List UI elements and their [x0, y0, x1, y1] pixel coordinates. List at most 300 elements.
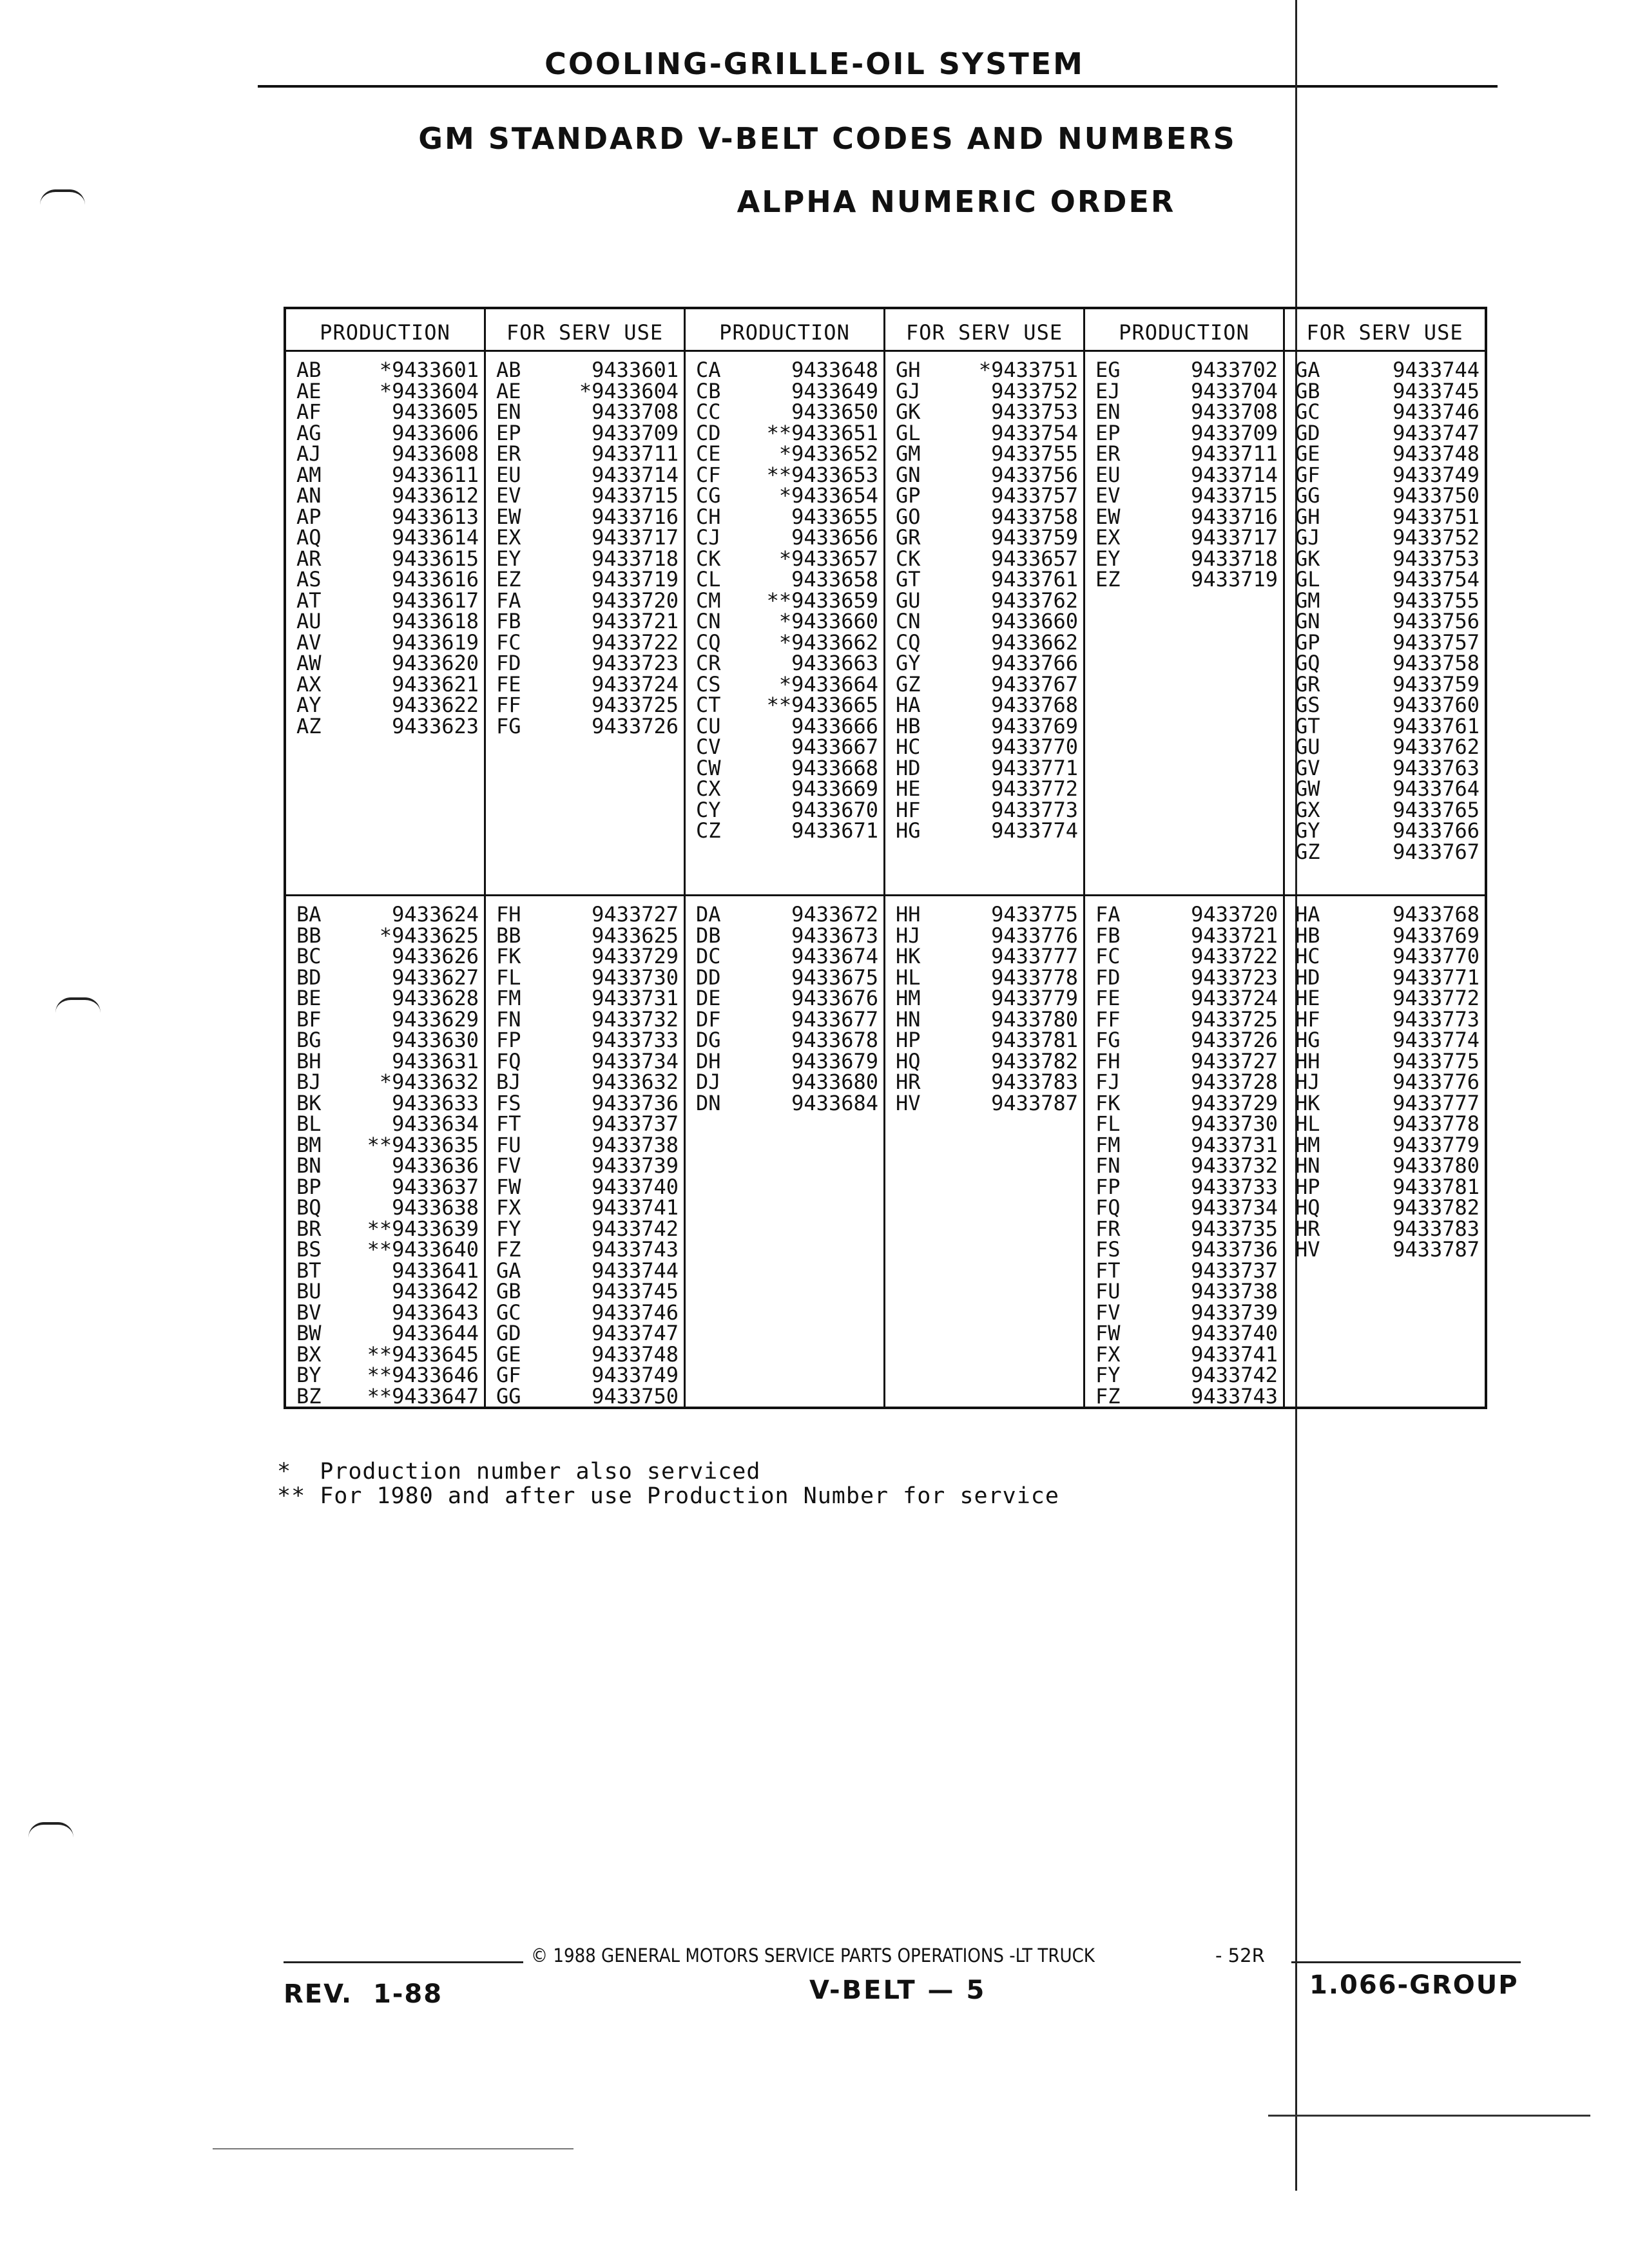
code-entry	[296, 590, 479, 611]
part-number: 9433726	[1191, 1028, 1278, 1052]
belt-code: GF	[496, 1363, 521, 1387]
belt-code: HD	[1295, 965, 1320, 990]
part-number: 9433668	[791, 755, 878, 780]
code-entry	[496, 1218, 679, 1240]
belt-code: GU	[896, 588, 921, 613]
part-number: 9433752	[1393, 525, 1480, 550]
belt-code: HB	[1295, 923, 1320, 948]
part-number: 9433667	[791, 735, 878, 759]
code-entry	[1295, 1155, 1480, 1177]
part-number: 9433734	[592, 1048, 679, 1073]
belt-code: FL	[496, 965, 521, 990]
part-number: 9433722	[592, 629, 679, 655]
code-entry	[896, 360, 1078, 381]
belt-code: FA	[496, 588, 521, 613]
code-entry	[896, 713, 1078, 738]
part-number: 9433718	[592, 546, 679, 571]
code-entry	[296, 904, 479, 925]
code-entry	[1095, 1048, 1278, 1073]
part-number: 9433729	[1191, 1090, 1278, 1115]
part-number: 9433754	[991, 420, 1078, 445]
code-entry	[1295, 653, 1480, 674]
footer-copyright: © 1988 GENERAL MOTORS SERVICE PARTS OPERATIONS -LT TRUCK	[531, 1945, 1095, 1966]
code-entry	[296, 378, 479, 403]
part-number: 9433624	[392, 902, 479, 927]
belt-code: BL	[296, 1111, 322, 1136]
code-entry	[1295, 1174, 1480, 1199]
part-number: 9433670	[791, 797, 878, 822]
code-entry	[296, 713, 479, 738]
footer-group: 1.066-GROUP	[1309, 1970, 1519, 2000]
code-entry	[1295, 671, 1480, 697]
code-entry	[296, 485, 479, 506]
belt-code: DA	[696, 902, 721, 927]
part-number: 9433679	[791, 1048, 878, 1073]
belt-code: GH	[896, 358, 921, 382]
belt-code: GE	[496, 1341, 521, 1367]
code-entry	[496, 1260, 679, 1282]
code-entry	[696, 527, 878, 548]
belt-code: BW	[296, 1321, 322, 1345]
code-entry	[696, 904, 878, 925]
belt-code: EU	[1095, 462, 1121, 487]
belt-code: HA	[896, 693, 921, 717]
code-entry	[1295, 443, 1480, 465]
vbelt-table	[284, 307, 1487, 1409]
belt-code: FM	[1095, 1132, 1121, 1157]
code-entry	[496, 1030, 679, 1051]
belt-code: AG	[296, 420, 322, 445]
belt-code: CW	[696, 755, 721, 780]
code-entry	[296, 1365, 479, 1386]
code-entry	[696, 485, 878, 506]
belt-code: GW	[1295, 776, 1320, 801]
part-number: 9433601	[592, 358, 679, 382]
code-entry	[1095, 1113, 1278, 1135]
belt-code: HP	[1295, 1174, 1320, 1199]
belt-code: AW	[296, 651, 322, 675]
part-number: 9433776	[991, 923, 1078, 948]
belt-code: GM	[896, 441, 921, 466]
cell-row2-col2	[486, 896, 686, 1407]
belt-code: AS	[296, 567, 322, 591]
code-entry	[896, 485, 1078, 506]
code-entry	[696, 736, 878, 758]
belt-code: HL	[896, 965, 921, 990]
belt-code: BU	[296, 1279, 322, 1303]
code-entry	[896, 904, 1078, 925]
code-entry	[296, 1260, 479, 1282]
part-number: 9433649	[791, 378, 878, 403]
code-entry	[1295, 569, 1480, 590]
code-entry	[1095, 1090, 1278, 1115]
belt-code: HM	[896, 986, 921, 1010]
code-entry	[1095, 548, 1278, 570]
part-number: 9433742	[592, 1216, 679, 1241]
code-entry	[696, 1030, 878, 1051]
code-entry	[296, 1218, 479, 1240]
part-number: 9433765	[1393, 797, 1480, 822]
belt-code: CD	[696, 420, 721, 445]
belt-code: EP	[496, 420, 521, 445]
code-entry	[496, 988, 679, 1009]
code-entry	[696, 671, 878, 697]
code-entry	[1095, 360, 1278, 381]
belt-code: BD	[296, 965, 322, 990]
code-entry	[696, 1072, 878, 1093]
belt-code: FA	[1095, 902, 1121, 927]
belt-code: GE	[1295, 441, 1320, 466]
code-entry	[296, 1090, 479, 1115]
belt-code: BS	[296, 1237, 322, 1262]
part-number: 9433776	[1393, 1070, 1480, 1094]
belt-code: GL	[896, 420, 921, 445]
code-entry	[296, 1341, 479, 1367]
belt-code: HG	[1295, 1028, 1320, 1052]
belt-code: CN	[896, 609, 921, 633]
belt-code: GZ	[896, 671, 921, 697]
code-entry	[1095, 1155, 1278, 1177]
code-entry	[1095, 946, 1278, 967]
part-number: 9433782	[991, 1048, 1078, 1073]
part-number: 9433623	[392, 713, 479, 738]
part-number: 9433737	[592, 1111, 679, 1136]
belt-code: HC	[896, 735, 921, 759]
belt-code: FK	[1095, 1090, 1121, 1115]
belt-code: GG	[1295, 483, 1320, 508]
part-number: 9433746	[1393, 399, 1480, 424]
belt-code: GR	[896, 525, 921, 550]
part-number: 9433633	[392, 1090, 479, 1115]
code-entry	[1095, 420, 1278, 445]
part-number: 9433642	[392, 1279, 479, 1303]
code-entry	[896, 988, 1078, 1009]
belt-code: FF	[496, 693, 521, 717]
belt-code: EJ	[1095, 378, 1121, 403]
belt-code: CC	[696, 399, 721, 424]
part-number: 9433746	[592, 1300, 679, 1325]
code-entry	[496, 485, 679, 506]
part-number: 9433722	[1191, 944, 1278, 968]
part-number: 9433772	[1393, 986, 1480, 1010]
belt-code: DE	[696, 986, 721, 1010]
belt-code: FY	[1095, 1363, 1121, 1387]
part-number: 9433777	[991, 944, 1078, 968]
part-number: **9433640	[367, 1237, 479, 1262]
belt-code: AT	[296, 588, 322, 613]
belt-code: BJ	[296, 1070, 322, 1094]
part-number: 9433745	[1393, 378, 1480, 403]
belt-code: BE	[296, 986, 322, 1010]
belt-code: HG	[896, 818, 921, 843]
code-entry	[1095, 904, 1278, 925]
part-number: 9433608	[392, 441, 479, 466]
cell-row2-col3	[686, 896, 885, 1407]
part-number: 9433655	[791, 504, 878, 529]
belt-code: HF	[1295, 1006, 1320, 1032]
belt-code: FJ	[1095, 1070, 1121, 1094]
code-entry	[1295, 925, 1480, 947]
code-entry	[296, 1048, 479, 1073]
belt-code: AE	[296, 378, 322, 403]
part-number: 9433734	[1191, 1195, 1278, 1220]
belt-code: FB	[496, 609, 521, 633]
code-entry	[696, 988, 878, 1009]
cell-row1-col3	[686, 352, 885, 896]
part-number: 9433766	[991, 651, 1078, 675]
code-entry	[1295, 527, 1480, 548]
part-number: 9433747	[1393, 420, 1480, 445]
code-entry	[696, 946, 878, 967]
belt-code: EV	[1095, 483, 1121, 508]
belt-code: FG	[1095, 1028, 1121, 1052]
code-entry	[496, 1155, 679, 1177]
footer-revision: REV. 1-88	[284, 1979, 443, 2009]
part-number: 9433630	[392, 1028, 479, 1052]
part-number: 9433732	[1191, 1153, 1278, 1178]
part-number: 9433779	[1393, 1132, 1480, 1157]
belt-code: AB	[296, 358, 322, 382]
part-number: 9433671	[791, 818, 878, 843]
belt-code: BM	[296, 1132, 322, 1157]
code-entry	[1295, 1006, 1480, 1032]
part-number: 9433773	[991, 797, 1078, 822]
part-number: 9433740	[592, 1174, 679, 1199]
code-entry	[1295, 904, 1480, 925]
belt-code: HP	[896, 1028, 921, 1052]
code-entry	[896, 755, 1078, 780]
part-number: 9433732	[592, 1006, 679, 1032]
part-number: 9433605	[392, 399, 479, 424]
code-entry	[696, 755, 878, 780]
cell-row2-col6	[1285, 896, 1485, 1407]
binder-hole-mark	[28, 1822, 73, 1838]
code-entry	[1095, 967, 1278, 988]
belt-code: BF	[296, 1006, 322, 1032]
part-number: 9433730	[592, 965, 679, 990]
belt-code: GG	[496, 1383, 521, 1407]
part-number: 9433759	[991, 525, 1078, 550]
code-entry	[696, 695, 878, 716]
belt-code: FC	[1095, 944, 1121, 968]
belt-code: GC	[496, 1300, 521, 1325]
belt-code: AP	[296, 504, 322, 529]
code-entry	[1295, 778, 1480, 800]
belt-code: AJ	[296, 441, 322, 466]
code-entry	[1095, 1072, 1278, 1093]
part-number: 9433675	[791, 965, 878, 990]
part-number: **9433647	[367, 1383, 479, 1407]
code-entry	[496, 1239, 679, 1260]
subtitle-order: ALPHA NUMERIC ORDER	[737, 184, 1176, 219]
header-production-2: PRODUCTION	[686, 309, 885, 352]
part-number: 9433762	[1393, 735, 1480, 759]
part-number: *9433652	[778, 441, 878, 466]
part-number: 9433770	[991, 735, 1078, 759]
code-entry	[496, 360, 679, 381]
code-entry	[296, 653, 479, 674]
belt-code: HR	[896, 1070, 921, 1094]
code-entry	[1095, 1323, 1278, 1344]
belt-code: HN	[896, 1006, 921, 1032]
code-entry	[496, 1174, 679, 1199]
belt-code: BY	[296, 1363, 322, 1387]
belt-code: FF	[1095, 1006, 1121, 1032]
part-number: 9433761	[991, 567, 1078, 591]
part-number: 9433727	[592, 902, 679, 927]
belt-code: GB	[496, 1279, 521, 1303]
code-entry	[896, 548, 1078, 570]
cell-row2-col4	[885, 896, 1085, 1407]
part-number: 9433747	[592, 1321, 679, 1345]
belt-code: HE	[896, 776, 921, 801]
part-number: 9433760	[1393, 693, 1480, 717]
part-number: 9433644	[392, 1321, 479, 1345]
belt-code: EN	[496, 399, 521, 424]
code-entry	[896, 462, 1078, 487]
cell-row1-col5	[1085, 352, 1285, 896]
code-entry	[496, 548, 679, 570]
belt-code: GT	[896, 567, 921, 591]
belt-code: HL	[1295, 1111, 1320, 1136]
code-entry	[696, 797, 878, 822]
belt-code: ER	[496, 441, 521, 466]
part-number: 9433768	[991, 693, 1078, 717]
belt-code: AN	[296, 483, 322, 508]
note-double-asterisk: ** For 1980 and after use Production Number for service	[277, 1483, 1059, 1509]
part-number: 9433709	[592, 420, 679, 445]
code-entry	[496, 1341, 679, 1367]
code-entry	[896, 506, 1078, 528]
belt-code: GN	[1295, 609, 1320, 633]
part-number: 9433714	[1191, 462, 1278, 487]
belt-code: FN	[1095, 1153, 1121, 1178]
belt-code: FU	[496, 1132, 521, 1157]
part-number: 9433723	[592, 651, 679, 675]
belt-code: FE	[1095, 986, 1121, 1010]
belt-code: FT	[1095, 1258, 1121, 1283]
code-entry	[296, 1113, 479, 1135]
part-number: 9433628	[392, 986, 479, 1010]
part-number: 9433730	[1191, 1111, 1278, 1136]
belt-code: CY	[696, 797, 721, 822]
belt-code: EV	[496, 483, 521, 508]
part-number: 9433625	[592, 923, 679, 948]
code-entry	[1095, 1383, 1278, 1407]
code-entry	[896, 569, 1078, 590]
belt-code: EG	[1095, 358, 1121, 382]
part-number: 9433723	[1191, 965, 1278, 990]
code-entry	[896, 1006, 1078, 1032]
footer-rule-right	[1291, 1961, 1521, 1963]
code-entry	[1295, 1239, 1480, 1260]
part-number: 9433714	[592, 462, 679, 487]
part-number: 9433743	[1191, 1383, 1278, 1407]
part-number: 9433731	[592, 986, 679, 1010]
belt-code: GY	[896, 651, 921, 675]
belt-code: DH	[696, 1048, 721, 1073]
code-entry	[1095, 462, 1278, 487]
code-entry	[696, 967, 878, 988]
part-number: 9433662	[991, 629, 1078, 655]
code-entry	[296, 360, 479, 381]
belt-code: GV	[1295, 755, 1320, 780]
part-number: 9433620	[392, 651, 479, 675]
code-entry	[1295, 755, 1480, 780]
belt-code: FZ	[1095, 1383, 1121, 1407]
part-number: 9433749	[1393, 462, 1480, 487]
part-number: 9433715	[1191, 483, 1278, 508]
header-production-1: PRODUCTION	[286, 309, 486, 352]
belt-code: GT	[1295, 713, 1320, 738]
code-entry	[496, 1090, 679, 1115]
part-number: 9433726	[592, 713, 679, 738]
code-entry	[296, 443, 479, 465]
part-number: 9433721	[592, 609, 679, 633]
belt-code: GH	[1295, 504, 1320, 529]
belt-code: DG	[696, 1028, 721, 1052]
part-number: 9433643	[392, 1300, 479, 1325]
part-number: 9433770	[1393, 944, 1480, 968]
part-number: 9433673	[791, 923, 878, 948]
code-entry	[1295, 736, 1480, 758]
belt-code: EX	[1095, 525, 1121, 550]
part-number: *9433625	[379, 923, 479, 948]
code-entry	[1295, 401, 1480, 423]
belt-code: BH	[296, 1048, 322, 1073]
part-number: 9433715	[592, 483, 679, 508]
belt-code: FZ	[496, 1237, 521, 1262]
belt-code: GQ	[1295, 651, 1320, 675]
code-entry	[1095, 1174, 1278, 1199]
cell-row2-col1	[286, 896, 486, 1407]
part-number: 9433769	[1393, 923, 1480, 948]
code-entry	[1295, 506, 1480, 528]
part-number: 9433758	[1393, 651, 1480, 675]
belt-code: HJ	[896, 923, 921, 948]
code-entry	[296, 925, 479, 947]
part-number: 9433657	[991, 546, 1078, 571]
code-entry	[896, 378, 1078, 403]
code-entry	[696, 1090, 878, 1115]
belt-code: AZ	[296, 713, 322, 738]
part-number: 9433768	[1393, 902, 1480, 927]
belt-code: BX	[296, 1341, 322, 1367]
belt-code: CK	[696, 546, 721, 571]
code-entry	[1295, 820, 1480, 841]
belt-code: DF	[696, 1006, 721, 1032]
code-entry	[496, 653, 679, 674]
belt-code: HJ	[1295, 1070, 1320, 1094]
belt-code: GS	[1295, 693, 1320, 717]
part-number: 9433753	[991, 399, 1078, 424]
code-entry	[496, 462, 679, 487]
part-number: 9433711	[1191, 441, 1278, 466]
code-entry	[296, 1281, 479, 1302]
code-entry	[696, 778, 878, 800]
belt-code: CL	[696, 567, 721, 591]
part-number: *9433632	[379, 1070, 479, 1094]
part-number: 9433632	[592, 1070, 679, 1094]
belt-code: HE	[1295, 986, 1320, 1010]
binder-hole-mark	[55, 997, 101, 1013]
code-entry	[896, 527, 1078, 548]
code-entry	[496, 1302, 679, 1323]
part-number: 9433782	[1393, 1195, 1480, 1220]
code-entry	[1095, 527, 1278, 548]
code-entry	[1095, 1365, 1278, 1386]
code-entry	[1295, 629, 1480, 655]
